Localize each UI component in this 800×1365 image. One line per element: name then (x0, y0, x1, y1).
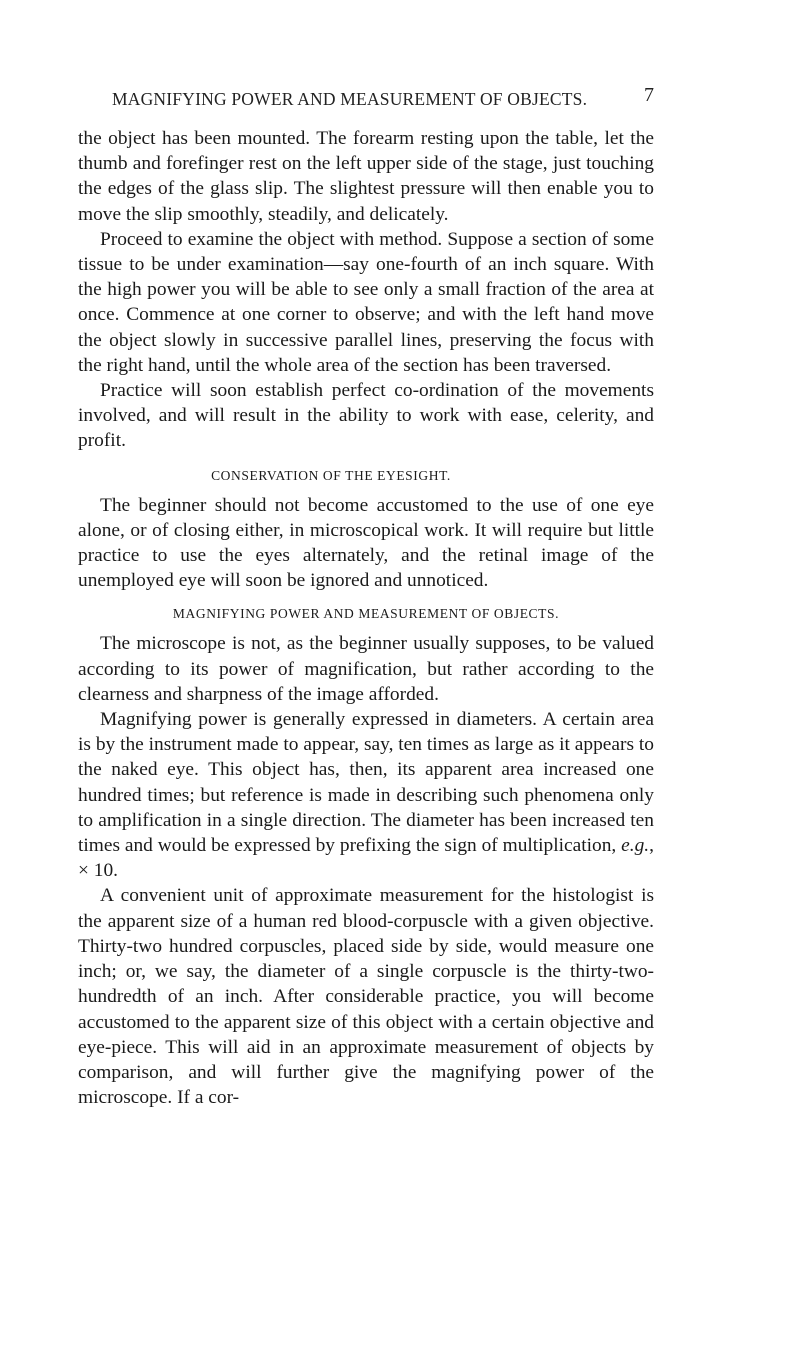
body-text (78, 126, 654, 1110)
section-heading-conservation-of-eyesight: CONSERVATION OF THE EYESIGHT. (211, 467, 451, 483)
paragraph-clearness-of-image: The microscope is not, as the beginner usually supposes, to be valued according to its power of magnification, but rather according to the clearness and sharpness of the image afforded. (78, 633, 654, 705)
paragraph-stage-handling: the object has been mounted. The forearm resting upon the table, let the thumb and forefinger rest on the left upper side of the stage, just touching the edges of the glass slip. The slightest pressure will then enable you to move the slip smoothly, steadily, and delicately. (78, 128, 654, 225)
paragraph-practice-coordination: Practice will soon establish perfect co-ordination of the movements involved, and will result in the ability to work with ease, celerity, and profit. (78, 380, 654, 452)
paragraph-blood-corpuscle-unit: A convenient unit of approximate measurement for the histologist is the apparent size of a human red blood-corpuscle with a given objective. Thirty-two hundred corpuscles, placed side by side, would measure one inch; or, we say, the diameter of a single corpuscle is the thirty-two-hundredth of an inch. After considerable practice, you will become accustomed to the apparent size of this object with a certain objective and eye-piece. This will aid in an approximate measurement of objects by comparison, and will further give the magnifying power of the microscope. If a cor- (78, 885, 654, 1109)
paragraph-use-both-eyes: The beginner should not become accustomed to the use of one eye alone, or of closing either, in microscopical work. It will require but little practice to use the eyes alternately, and the retinal image of the unemployed eye will soon be ignored and unnoticed. (78, 494, 654, 592)
section-heading-magnifying-power: MAGNIFYING POWER AND MEASUREMENT OF OBJECTS. (172, 606, 560, 622)
paragraph-diameters: Magnifying power is generally expressed in diameters. A certain area is by the instrument made to appear, say, ten times as large as it appears to the naked eye. This object has, then, its apparent area increased one hundred times; but reference is made in describing such phenomena only to amplification in a single direction. The diameter has been increased ten times and would be expressed by prefixing the sign of multiplication, e.g., × 10. (78, 709, 654, 882)
paragraph-examine-with-method: Proceed to examine the object with method. Suppose a section of some tissue to be under examination—say one-fourth of an inch square. With the high power you will be able to see only a small fraction of the area at once. Commence at one corner to observe; and with the left hand move the object slowly in successive parallel lines, preserving the focus with the right hand, until the whole area of the section has been traversed. (78, 228, 654, 376)
page-number: 7 (644, 84, 654, 106)
abbreviation-eg: e.g. (621, 835, 650, 857)
running-head: MAGNIFYING POWER AND MEASUREMENT OF OBJECTS. (112, 89, 588, 109)
